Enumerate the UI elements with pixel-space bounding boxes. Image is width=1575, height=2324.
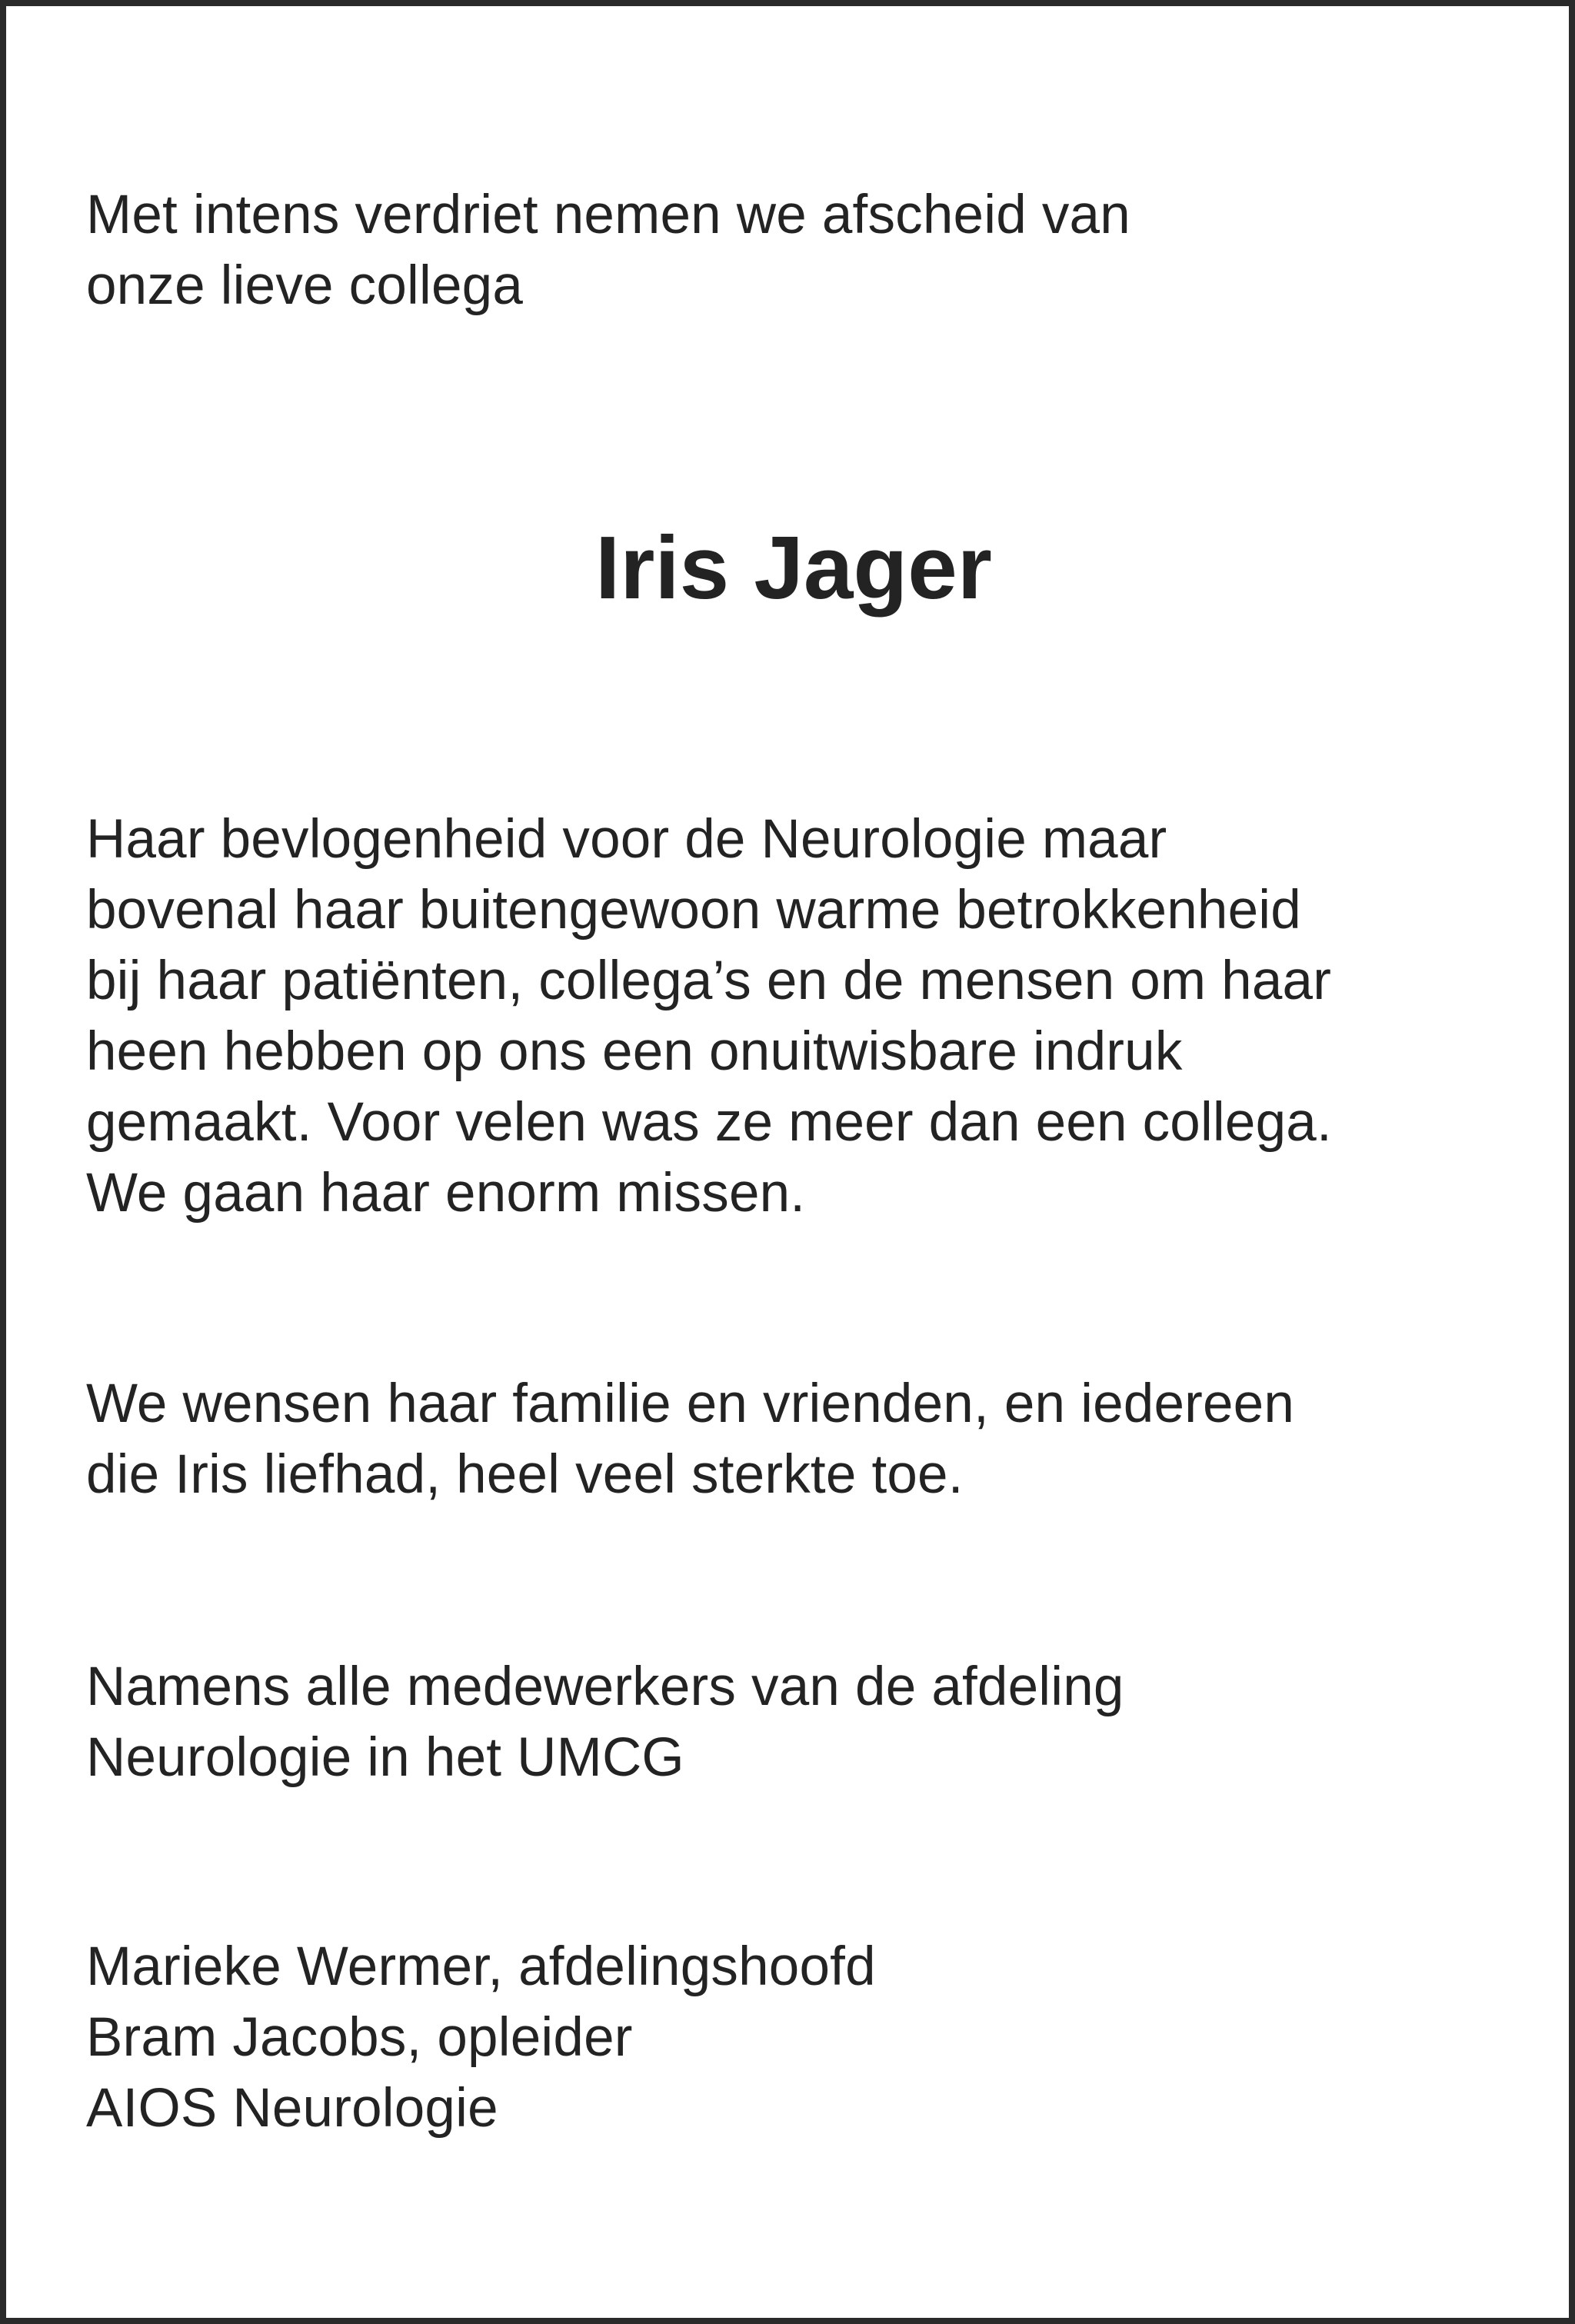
tribute-line: Haar bevlogenheid voor de Neurologie maar	[86, 809, 1167, 870]
tribute-line: bovenal haar buitengewoon warme betrokkenheid	[86, 880, 1301, 941]
on-behalf-of-text	[86, 1652, 1517, 1793]
signatory-line: Bram Jacobs, opleider	[86, 2007, 633, 2068]
signatory-line: Marieke Wermer, afdelingshoofd	[86, 1936, 876, 1997]
tribute-line: bij haar patiënten, collega’s en de mensen om haar	[86, 951, 1332, 1011]
condolence-line: We wensen haar familie en vrienden, en iedereen	[86, 1373, 1295, 1434]
opening-text	[86, 180, 1517, 321]
condolence-line: die Iris liefhad, heel veel sterkte toe.	[86, 1444, 964, 1505]
signatory-line: AIOS Neurologie	[86, 2078, 498, 2139]
signatories	[86, 1932, 1517, 2144]
tribute-text	[86, 804, 1517, 1229]
deceased-name: Iris Jager	[595, 518, 992, 618]
condolence-text	[86, 1369, 1517, 1510]
tribute-line: gemaakt. Voor velen was ze meer dan een collega.	[86, 1092, 1332, 1153]
opening-line: onze lieve collega	[86, 255, 524, 316]
tribute-line: heen hebben op ons een onuitwisbare indruk	[86, 1021, 1183, 1082]
on-behalf-of-line: Neurologie in het UMCG	[86, 1727, 684, 1788]
on-behalf-of-line: Namens alle medewerkers van de afdeling	[86, 1656, 1124, 1717]
opening-line: Met intens verdriet nemen we afscheid van	[86, 185, 1130, 245]
tribute-line: We gaan haar enorm missen.	[86, 1163, 806, 1224]
